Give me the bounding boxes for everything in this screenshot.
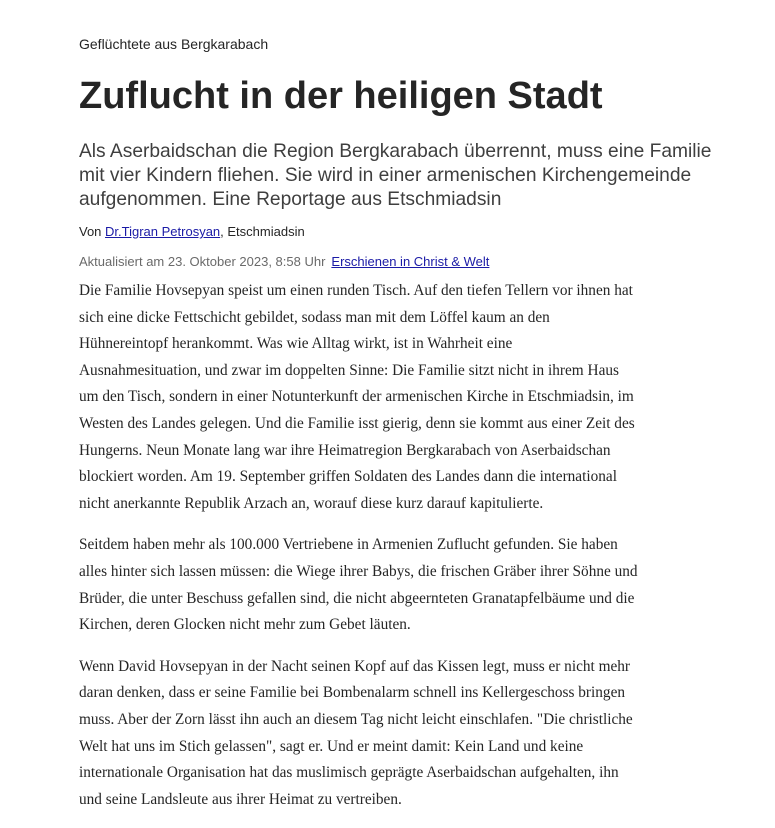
body-paragraph bbox=[79, 278, 741, 517]
source-link[interactable]: Erschienen in Christ & Welt bbox=[331, 254, 490, 269]
paragraph-line: internationale Organisation hat das muslimisch geprägte Aserbaidschan aufgehalten, ihn bbox=[79, 764, 619, 782]
paragraph-line: Die Familie Hovsepyan speist um einen runden Tisch. Auf den tiefen Tellern vor ihnen hat bbox=[79, 282, 633, 299]
paragraph-line: Hühnereintopf herankommt. Was wie Alltag wirkt, ist in Wahrheit eine bbox=[79, 335, 513, 353]
paragraph-line: muss. Aber der Zorn lässt ihn auch an diesem Tag nicht leicht einschlafen. "Die christliche bbox=[79, 710, 633, 728]
paragraph-line: Kirchen, deren Glocken nicht mehr zum Gebet läuten. bbox=[79, 616, 411, 634]
byline-prefix: Von bbox=[79, 224, 106, 239]
paragraph-line: nicht anerkannte Republik Arzach an, worauf diese kurz darauf kapitulierte. bbox=[79, 494, 544, 512]
article-meta bbox=[79, 254, 489, 269]
body-paragraph bbox=[79, 654, 741, 814]
article-body bbox=[79, 278, 741, 828]
paragraph-line: Wenn David Hovsepyan in der Nacht seinen Kopf auf das Kissen legt, muss er nicht mehr bbox=[79, 657, 631, 675]
article-kicker: Geflüchtete aus Bergkarabach bbox=[79, 36, 269, 52]
paragraph-line: alles hinter sich lassen müssen: die Wiege ihrer Babys, die frischen Gräber ihrer Söhne und bbox=[79, 562, 638, 580]
updated-timestamp: Aktualisiert am 23. Oktober 2023, 8:58 Uhr bbox=[79, 254, 326, 269]
byline-location: , Etschmiadsin bbox=[220, 224, 305, 239]
body-paragraph bbox=[79, 532, 741, 638]
paragraph-line: Seitdem haben mehr als 100.000 Vertriebene in Armenien Zuflucht gefunden. Sie haben bbox=[79, 536, 618, 554]
paragraph-line: Hungerns. Neun Monate lang war ihre Heimatregion Bergkarabach von Aserbaidschan bbox=[79, 441, 611, 459]
article-title: Zuflucht in der heiligen Stadt bbox=[79, 75, 603, 117]
paragraph-line: Ausnahmesituation, und zwar im doppelten Sinne: Die Familie sitzt nicht in ihrem Haus bbox=[79, 361, 619, 379]
paragraph-line: Welt hat uns im Stich gelassen", sagt er. Und er meint damit: Kein Land und keine bbox=[79, 737, 584, 755]
paragraph-line: blockiert worden. Am 19. September griffen Soldaten des Landes dann die international bbox=[79, 468, 617, 486]
paragraph-line: daran denken, dass er seine Familie bei Bombenalarm schnell ins Kellergeschoss bringen bbox=[79, 684, 626, 702]
paragraph-line: Westen des Landes gelegen. Und die Familie isst gierig, denn sie kommt aus einer Zeit des bbox=[79, 414, 635, 432]
paragraph-line: um den Tisch, sondern in einer Notunterkunft der armenischen Kirche in Etschmiadsin, im bbox=[79, 388, 634, 406]
paragraph-line: Brüder, die unter Beschuss gefallen sind, die nicht abgeernteten Granatapfelbäume und die bbox=[79, 589, 635, 607]
paragraph-line: und seine Landsleute aus ihrer Heimat zu vertreiben. bbox=[79, 790, 402, 808]
article-summary: Als Aserbaidschan die Region Bergkarabach überrennt, muss eine Familie mit vier Kindern fliehen. Sie wird in einer armenischen Kirchengemeinde aufgenommen. Eine Reportage aus Etschmiadsin bbox=[79, 141, 712, 210]
byline bbox=[79, 224, 305, 239]
paragraph-line: sich eine dicke Fettschicht gebildet, sodass man mit dem Löffel kaum an den bbox=[79, 308, 550, 326]
author-link[interactable]: Dr.Tigran Petrosyan bbox=[105, 224, 221, 239]
